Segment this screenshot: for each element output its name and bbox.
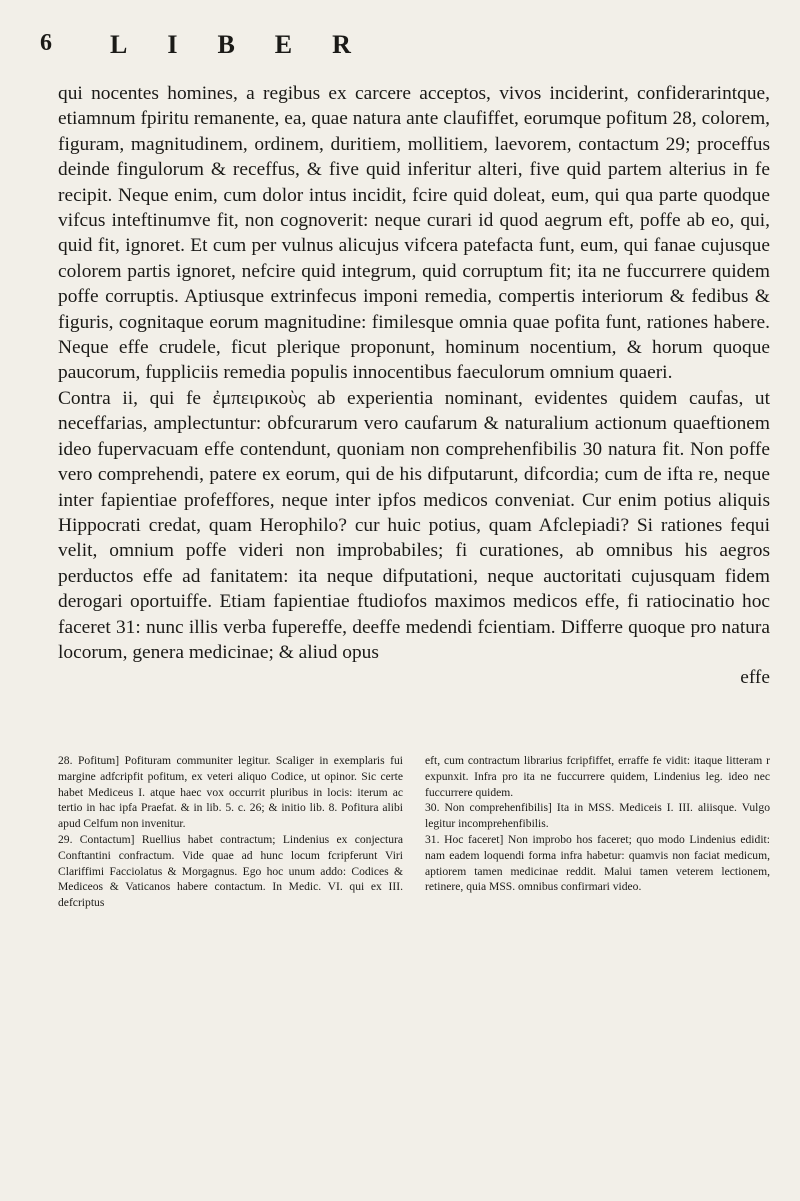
footnote-29-continued: eft, cum contractum librarius fcripfiffet, erraffe fe vidit: itaque litteram r expunxit. Infra pro ita ne fuccurrere quidem, Lindenius leg. ideo nec fuccurrere quidem. [425, 754, 770, 799]
main-paragraph-1: qui nocentes homines, a regibus ex carcere acceptos, vivos inciderint, confiderarintque, etiamnum fpiritu remanente, ea, quae natura ante claufiffet, eorumque pofitum 28, colorem, figuram, magnitudinem, ordinem, duritiem, mollitiem, laevorem, contactum 29; proceffus deinde fingulorum & receffus, & five quid inferitur alteri, five quid partem alterius in fe recipit. Neque enim, cum dolor intus incidit, fcire quid doleat, eum, qui qua parte quodque vifcus inteftinumve fit, non cognoverit: neque curari id quod aegrum eft, poffe ab eo, qui, quid fit, ignoret. Et cum per vulnus alicujus vifcera patefacta funt, eum, qui fanae cujusque colorem partis ignoret, nefcire quid integrum, quid corruptum fit; ita ne fuccurrere quidem poffe corruptis. Aptiusque extrinfecus imponi remedia, compertis interiorum & fedibus & figuris, cognitaque eorum magnitudine: fimilesque omnia quae pofita funt, rationes habere. Neque effe crudele, ficut plerique proponunt, hominum nocentium, & horum quoque paucorum, fuppliciis remedia populis innocentibus faeculorum omnium quaeri. [58, 83, 770, 384]
page-number: 6 [40, 30, 52, 56]
running-head: LIBER [110, 30, 391, 59]
footnote-30: 30. Non comprehenfibilis] Ita in MSS. Mediceis I. III. aliisque. Vulgo legitur incomprehenfibilis. [425, 801, 770, 831]
footnotes [58, 753, 770, 911]
footnotes-right-column [425, 753, 770, 911]
footnotes-left-column [58, 753, 403, 911]
catchword: effe [740, 667, 770, 689]
footnote-28: 28. Pofitum] Pofituram communiter legitur. Scaliger in exemplaris fui margine adfcripfit pofitum, ex veteri aliquo Codice, ut opinor. Sic certe habet Mediceus I. atque haec vox occurrit pluribus in locis: iterum ac tertio in hac ipfa Praefat. & in lib. 5. c. 26; & initio lib. 8. Pofitura alibi apud Celfum non invenitur. [58, 754, 403, 831]
page-header [40, 30, 770, 70]
main-paragraph-2: Contra ii, qui fe ἐμπειρικοὺς ab experientia nominant, evidentes quidem caufas, ut neceffarias, amplectuntur: obfcurarum vero caufarum & naturalium actionum quaeftionem ideo fupervacuam effe contendunt, quoniam non comprehenfibilis 30 natura fit. Non poffe vero comprehendi, patere ex eorum, qui de his difputarunt, difcordia; cum de ifta re, neque inter fapientiae profeffores, neque inter ipfos medicos conveniat. Cur enim potius aliquis Hippocrati credat, quam Herophilo? cur huic potius, quam Afclepiadi? Si rationes fequi velit, omnium poffe videri non improbabiles; fi curationes, ab omnibus his aegros perductos effe ad fanitatem: ita neque difputationi, neque auctoritati cujusquam fidem derogari oportuiffe. Etiam fapientiae ftudiofos maximos medicos effe, fi ratiocinatio hoc faceret 31: nunc illis verba fupereffe, deeffe medendi fcientiam. Differre quoque pro natura locorum, genera medicinae; & aliud opus [58, 387, 770, 663]
footnote-31: 31. Hoc faceret] Non improbo hos faceret; quo modo Lindenius edidit: nam eadem loquendi forma infra habetur: quamvis non faciat medicum, aptiorem tamen medicinae reddit. Malui tamen veterem lectionem, retinere, quia MSS. omnibus confirmari video. [425, 832, 770, 894]
main-text [58, 81, 770, 691]
footnote-29: 29. Contactum] Ruellius habet contractum; Lindenius ex conjectura Conftantini confractum. Vide quae ad hunc locum fcripferunt Viri Clariffimi Facciolatus & Morgagnus. Ego hoc unum addo: Codices & Mediceos & Vaticanos habere contactum. In Medic. VI. qui ex III. defcriptus [58, 832, 403, 910]
